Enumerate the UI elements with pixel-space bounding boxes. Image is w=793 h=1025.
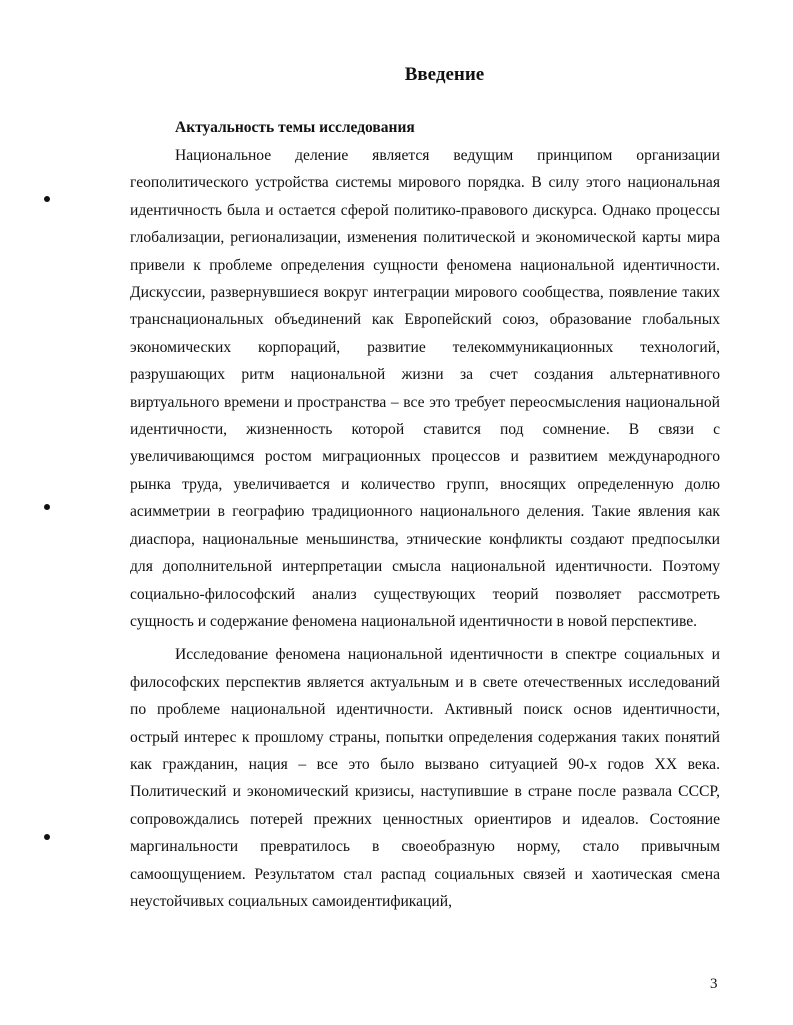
section-heading: Актуальность темы исследования [175, 119, 415, 136]
paragraph-2: Исследование феномена национальной идентичности в спектре социальных и философских перспектив является актуальным и в свете отечественных исследований по проблеме национальной идентичности. Активный поиск основ идентичности, острый интерес к прошлому страны, попытки определения содержания таких понятий как гражданин, нация – все это было вызвано ситуацией 90-х годов XX века. Политический и экономический кризисы, наступившие в стране после развала СССР, сопровождались потерей прежних ценностных ориентиров и идеалов. Состояние маргинальности превратилось в своеобразную норму, стало привычным самоощущением. Результатом стал распад социальных связей и хаотическая смена неустойчивых социальных самоидентификаций, [130, 646, 720, 910]
margin-dot-icon [44, 196, 50, 202]
body-text [130, 142, 720, 915]
margin-dot-icon [44, 504, 50, 510]
paragraph-1: Национальное деление является ведущим принципом организации геополитического устройства системы мирового порядка. В силу этого национальная идентичность была и остается сферой политико-правового дискурса. Однако процессы глобализации, регионализации, изменения политической и экономической карты мира привели к проблеме определения сущности феномена национальной идентичности. Дискуссии, развернувшиеся вокруг интеграции мирового сообщества, появление таких транснациональных объединений как Европейский союз, образование глобальных экономических корпораций, развитие телекоммуникационных технологий, разрушающих ритм национальной жизни за счет создания альтернативного виртуального времени и пространства – все это требует переосмысления национальной идентичности, жизненность которой ставится под сомнение. В связи с увеличивающимся ростом миграционных процессов и развитием международного рынка труда, увеличивается и количество групп, вносящих определенную долю асимметрии в географию традиционного национального деления. Такие явления как диаспора, национальные меньшинства, этнические конфликты создают предпосылки для дополнительной интерпретации смысла национальной идентичности. Поэтому социально-философский анализ существующих теорий позволяет рассмотреть сущность и содержание феномена национальной идентичности в новой перспективе. [130, 147, 720, 630]
page-number: 3 [710, 976, 718, 992]
margin-dot-icon [44, 834, 50, 840]
page-title: Введение [404, 64, 485, 85]
